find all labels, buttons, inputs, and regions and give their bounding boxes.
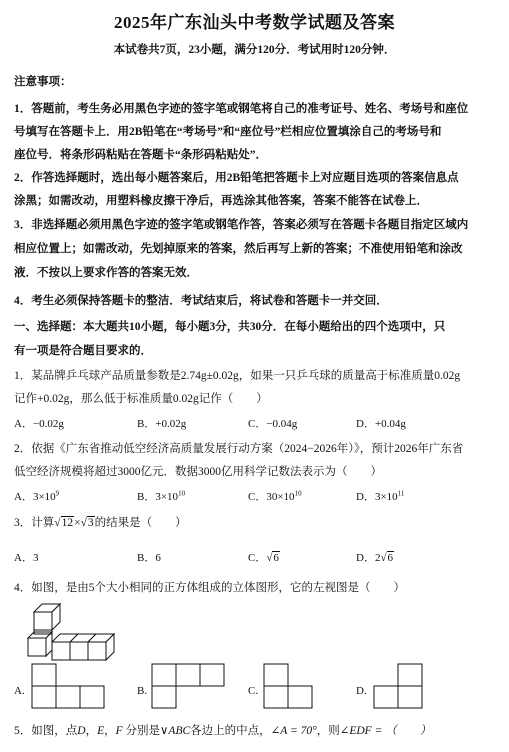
option-b: B．6 [137,552,161,564]
question-5-line: 5．如图，点D，E，F 分别是∨ABC各边上的中点，∠A = 70°，则∠EDF = （ ） [14,725,432,737]
notice-line: 号填写在答题卡上．用2B铅笔在“考场号”和“座位号”栏相应位置填涂自己的考场号和 [14,126,442,138]
question-4-line: 4．如图，是由5个大小相同的正方体组成的立体图形，它的左视图是（ ） [14,582,405,594]
page-title: 2025年广东汕头中考数学试题及答案 [114,13,395,32]
notice-line: 相应位置上；如需改动，先划掉原来的答案，然后再写上新的答案；不准使用铅笔和涂改 [14,243,463,255]
option-a: A．−0.02g [14,418,64,430]
option-b: B. [137,685,148,697]
view-option-d [372,662,432,712]
option-c: C．√6 [248,552,279,564]
view-option-c [262,662,322,712]
option-a: A．3 [14,552,39,564]
view-option-b [150,662,230,712]
page-subtitle: 本试卷共7页，23小题，满分120分．考试用时120分钟． [113,44,396,56]
option-a: A. [14,685,25,697]
notice-line: 座位号．将条形码粘贴在答题卡“条形码粘贴处”． [14,149,267,161]
option-a: A．$3\times 10^9$ [14,489,60,503]
notice-line: 1．答题前，考生务必用黑色字迹的签字笔或钢笔将自己的准考证号、姓名、考场号和座位 [14,103,469,115]
section-heading: 有一项是符合题目要求的． [14,345,152,357]
cube-solid-figure [24,598,134,664]
notice-heading: 注意事项： [14,76,72,88]
option-d: D．+0.04g [356,418,406,430]
option-d: D．2√6 [356,552,393,564]
option-d: D. [356,685,367,697]
question-2-line: 2．依据《广东省推动低空经济高质量发展行动方案（2024−2026年）》，预计2026年广东省 [14,443,464,455]
notice-line: 2．作答选择题时，选出每小题答案后，用2B铅笔把答题卡上对应题目选项的答案信息点 [14,172,459,184]
notice-line: 液．不按以上要求作答的答案无效． [14,267,198,279]
option-c: C．−0.04g [248,418,298,430]
option-c: C．$30\times 10^{10}$ [248,489,302,503]
section-heading: 一、选择题：本大题共10小题，每小题3分，共30分．在每小题给出的四个选项中，只 [14,321,446,333]
notice-line: 3．非选择题必须用黑色字迹的签字笔或钢笔作答，答案必须写在答题卡各题目指定区域内 [14,219,469,231]
view-option-a [30,662,110,712]
question-2-line: 低空经济规模将超过3000亿元．数据3000亿用科学记数法表示为（ ） [14,466,382,478]
notice-line: 4．考生必须保持答题卡的整洁．考试结束后，将试卷和答题卡一并交回． [14,295,388,307]
notice-line: 涂黑；如需改动，用塑料橡皮擦干净后，再选涂其他答案，答案不能答在试卷上． [14,195,428,207]
sqrt-expression: √12 [54,517,74,529]
option-b: B．+0.02g [137,418,187,430]
option-c: C. [248,685,259,697]
option-d: D．$3\times 10^{11}$ [356,489,405,503]
question-3-line: 3．计算√12×√3的结果是（ ） [14,517,187,529]
question-1-line: 记作+0.02g，那么低于标准质量0.02g记作（ ） [14,393,268,405]
option-b: B．$3\times 10^{10}$ [137,489,186,503]
question-1-line: 1．某品牌乒乓球产品质量参数是2.74g±0.02g，如果一只乒乓球的质量高于标准质量0.02g [14,370,461,382]
sqrt-expression: √3 [80,517,94,529]
